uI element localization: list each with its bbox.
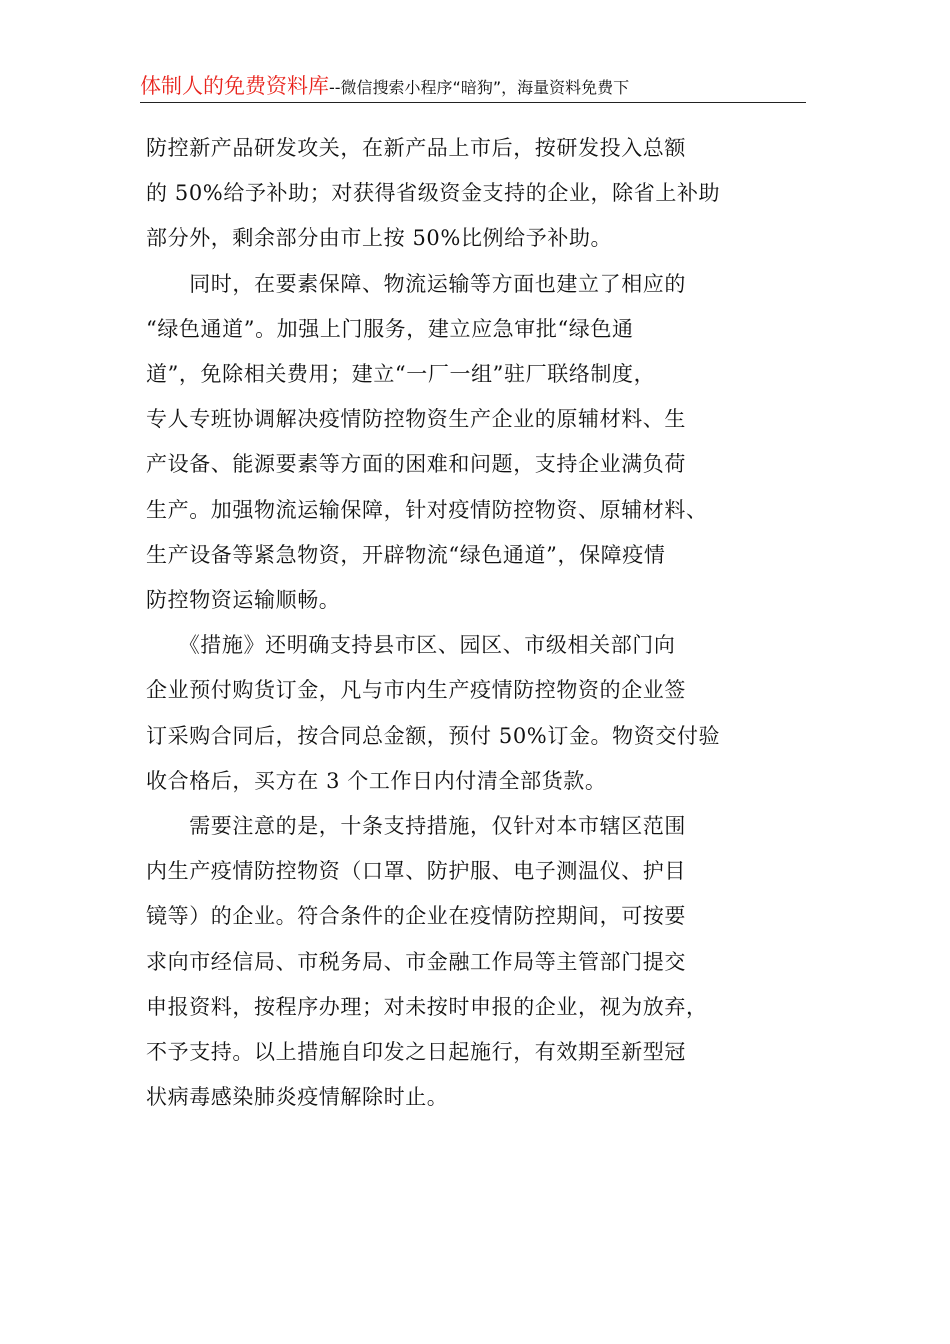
text-line: 同时，在要素保障、物流运输等方面也建立了相应的 [146, 271, 686, 296]
text-line: 道”，免除相关费用；建立“一厂一组”驻厂联络制度， [146, 362, 656, 387]
paragraph-4 [146, 804, 806, 1120]
text-line: 收合格后，买方在 3 个工作日内付清全部货款。 [146, 768, 607, 793]
text-line: 防控物资运输顺畅。 [146, 588, 341, 613]
text-line: 产设备、能源要素等方面的困难和问题，支持企业满负荷 [146, 452, 686, 477]
text-line: 申报资料，按程序办理；对未按时申报的企业，视为放弃， [146, 994, 708, 1019]
text-line: 镜等）的企业。符合条件的企业在疫情防控期间，可按要 [146, 904, 686, 929]
paragraph-3 [146, 623, 806, 804]
document-body [146, 126, 806, 1120]
text-line: 状病毒感染肺炎疫情解除时止。 [146, 1085, 449, 1110]
text-line: 的 50%给予补助；对获得省级资金支持的企业，除省上补助 [146, 181, 721, 206]
paragraph-2 [146, 262, 806, 624]
text-line: 企业预付购货订金，凡与市内生产疫情防控物资的企业签 [146, 678, 686, 703]
text-line: 部分外，剩余部分由市上按 50%比例给予补助。 [146, 226, 613, 251]
text-line: 生产设备等紧急物资，开辟物流“绿色通道”，保障疫情 [146, 542, 666, 567]
text-line: 专人专班协调解决疫情防控物资生产企业的原辅材料、生 [146, 407, 686, 432]
paragraph-1 [146, 126, 806, 262]
text-line: 订采购合同后，按合同总金额，预付 50%订金。物资交付验 [146, 723, 721, 748]
text-line: 不予支持。以上措施自印发之日起施行，有效期至新型冠 [146, 1040, 686, 1065]
text-line: 需要注意的是，十条支持措施，仅针对本市辖区范围 [146, 814, 686, 839]
text-line: 《措施》还明确支持县市区、园区、市级相关部门向 [146, 633, 676, 658]
text-line: 防控新产品研发攻关，在新产品上市后，按研发投入总额 [146, 136, 686, 160]
text-line: 生产。加强物流运输保障，针对疫情防控物资、原辅材料、 [146, 497, 708, 522]
text-line: 内生产疫情防控物资（口罩、防护服、电子测温仪、护目 [146, 859, 686, 884]
page-header [140, 72, 806, 103]
header-brand: 体制人的免费资料库 [140, 74, 329, 98]
header-tagline: --微信搜索小程序“暗狗”，海量资料免费下 [329, 78, 630, 97]
text-line: 求向市经信局、市税务局、市金融工作局等主管部门提交 [146, 949, 686, 974]
text-line: “绿色通道”。加强上门服务，建立应急审批“绿色通 [146, 316, 634, 341]
